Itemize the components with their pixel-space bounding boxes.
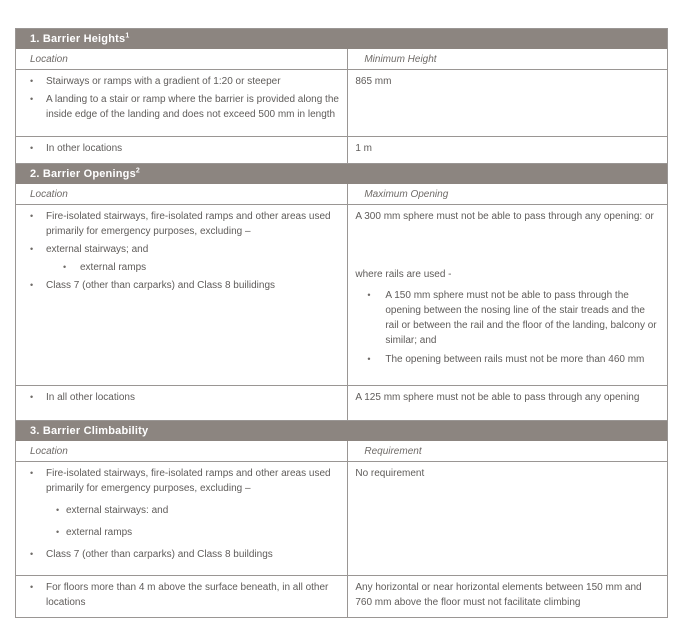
section-1-header [16, 29, 667, 49]
column-header-row [16, 184, 667, 205]
column-header-location: Location [30, 446, 68, 457]
table-row [16, 137, 667, 164]
list-item: • In all other locations [23, 390, 339, 405]
bullet-icon [30, 242, 33, 257]
list-item: • Class 7 (other than carparks) and Class 8 builidings [23, 278, 339, 293]
list-item: • Stairways or ramps with a gradient of 1:20 or steeper [23, 74, 339, 89]
column-header-location: Location [30, 54, 68, 65]
list-item: • external stairways: and [23, 503, 339, 518]
section-title: 2. Barrier Openings [30, 168, 136, 180]
column-header-location: Location [30, 189, 68, 200]
list-item: • external ramps [23, 525, 339, 540]
opening-rule-intro: A 300 mm sphere must not be able to pass through any opening: or [355, 211, 654, 222]
location-cell [16, 386, 347, 420]
barrier-requirements-table [15, 28, 668, 618]
value-cell: 865 mm [347, 70, 667, 136]
location-cell [16, 70, 347, 136]
table-row [16, 576, 667, 617]
list-item: • external ramps [23, 260, 339, 275]
column-header-row [16, 441, 667, 462]
section-3-header [16, 421, 667, 441]
column-header-maximum-opening: Maximum Opening [347, 184, 667, 204]
table-row [16, 462, 667, 576]
value-cell: 1 m [347, 137, 667, 163]
list-item: • For floors more than 4 m above the surface beneath, in all other locations [23, 580, 339, 610]
list-item: • Fire-isolated stairways, fire-isolated ramps and other areas used primarily for emergency purposes, excluding – [23, 466, 339, 496]
list-item: • Class 7 (other than carparks) and Class 8 buildings [23, 547, 339, 562]
section-title-superscript: 1 [125, 32, 130, 40]
section-barrier-heights [16, 29, 667, 164]
value-cell [347, 205, 667, 385]
section-barrier-openings [16, 164, 667, 421]
table-row [16, 205, 667, 386]
location-cell [16, 462, 347, 575]
bullet-icon [30, 466, 33, 481]
bullet-icon [56, 525, 59, 540]
bullet-icon [63, 260, 66, 275]
column-header-row [16, 49, 667, 70]
value-cell: Any horizontal or near horizontal elements between 150 mm and 760 mm above the floor must not facilitate climbing [347, 576, 667, 617]
value-cell: No requirement [347, 462, 667, 575]
location-cell [16, 205, 347, 385]
table-row [16, 70, 667, 137]
column-header-minimum-height: Minimum Height [347, 49, 667, 69]
bullet-icon [30, 209, 33, 224]
opening-rule-condition: where rails are used - [355, 269, 452, 280]
bullet-icon [56, 503, 59, 518]
bullet-icon [30, 547, 33, 562]
bullet-icon [30, 580, 33, 595]
section-title: 3. Barrier Climbability [30, 425, 149, 437]
list-item: • The opening between rails must not be more than 460 mm [355, 352, 659, 367]
section-barrier-climbability [16, 421, 667, 617]
bullet-icon [30, 390, 33, 405]
bullet-icon [30, 278, 33, 293]
list-item: • A landing to a stair or ramp where the barrier is provided along the inside edge of the landing and does not exceed 500 mm in length [23, 92, 339, 122]
table-row [16, 386, 667, 421]
bullet-icon [30, 74, 33, 89]
list-item: • In other locations [23, 141, 339, 156]
value-cell: A 125 mm sphere must not be able to pass through any opening [347, 386, 667, 420]
location-cell [16, 576, 347, 617]
list-item: • A 150 mm sphere must not be able to pass through the opening between the nosing line of the stair treads and the rail or between the rail and the floor of the landing, balcony or similar; and [355, 288, 659, 348]
bullet-icon [30, 141, 33, 156]
list-item: • Fire-isolated stairways, fire-isolated ramps and other areas used primarily for emergency purposes, excluding – [23, 209, 339, 239]
location-cell [16, 137, 347, 163]
column-header-requirement: Requirement [347, 441, 667, 461]
bullet-icon [30, 92, 33, 107]
section-2-header [16, 164, 667, 184]
bullet-icon [367, 352, 370, 367]
list-item: • external stairways; and [23, 242, 339, 257]
bullet-icon [367, 288, 370, 303]
spacer [355, 224, 659, 267]
section-title: 1. Barrier Heights [30, 33, 126, 45]
section-title-superscript: 2 [135, 167, 140, 175]
